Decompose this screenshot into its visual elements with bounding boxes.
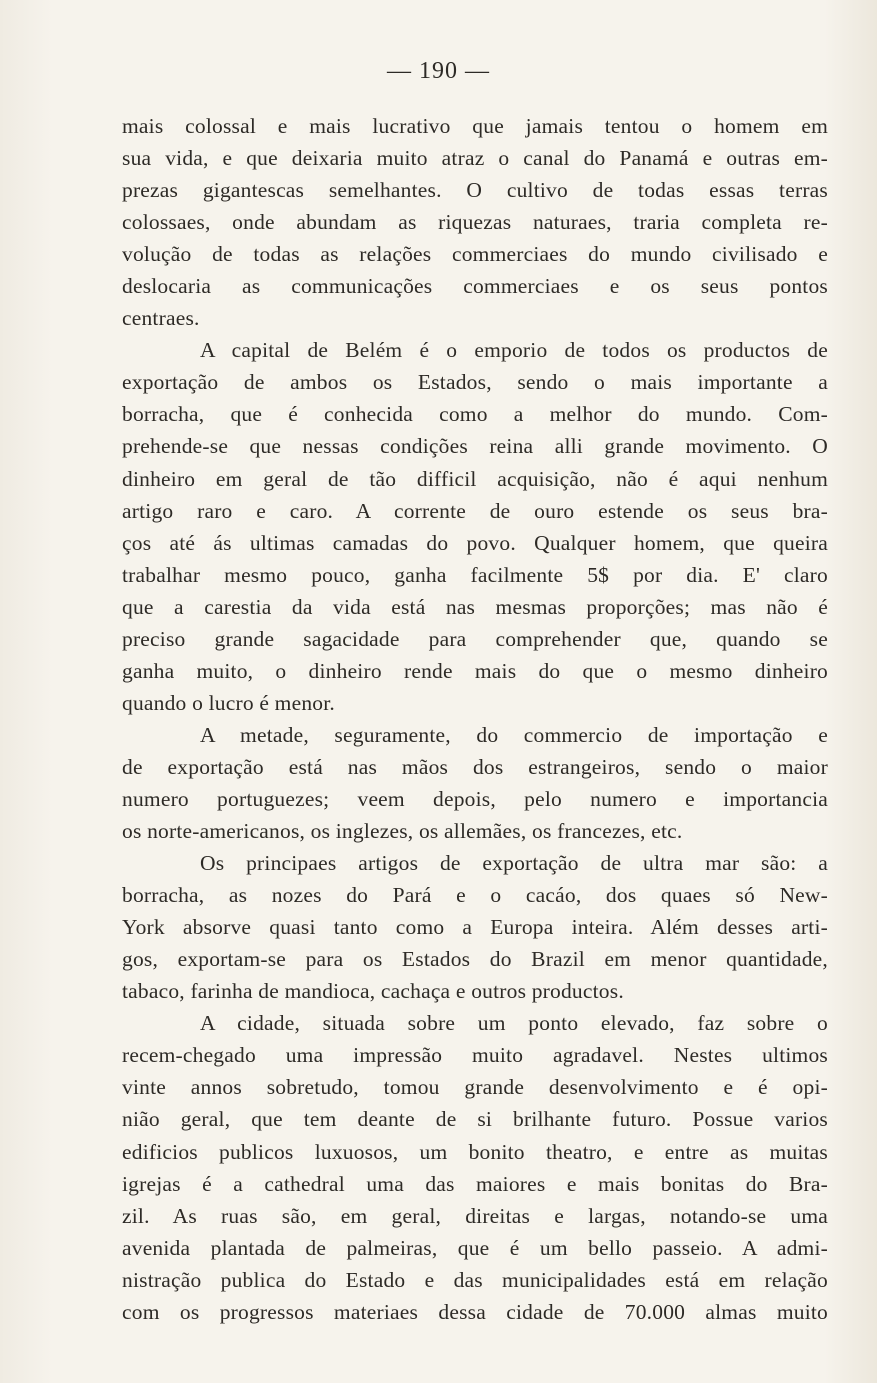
text-line: artigo raro e caro. A corrente de ouro estende os seus bra- <box>122 498 828 523</box>
text-line: ganha muito, o dinheiro rende mais do que o mesmo dinheiro <box>122 658 828 683</box>
text-line: edificios publicos luxuosos, um bonito theatro, e entre as muitas <box>122 1139 828 1164</box>
text-line: prehende-se que nessas condições reina alli grande movimento. O <box>122 434 828 459</box>
page-number: — 190 — <box>387 58 490 84</box>
text-line: numero portuguezes; veem depois, pelo numero e importancia <box>122 786 828 811</box>
text-line: A cidade, situada sobre um ponto elevado, faz sobre o <box>200 1011 828 1036</box>
text-line: vinte annos sobretudo, tomou grande desenvolvimento e é opi- <box>122 1075 828 1100</box>
text-line: os norte-americanos, os inglezes, os allemães, os francezes, etc. <box>122 819 683 844</box>
text-line: sua vida, e que deixaria muito atraz o canal do Panamá e outras em- <box>122 146 828 171</box>
text-line: ços até ás ultimas camadas do povo. Qualquer homem, que queira <box>122 530 828 555</box>
text-line: volução de todas as relações commerciaes do mundo civilisado e <box>122 242 828 267</box>
text-line: dinheiro em geral de tão difficil acquisição, não é aqui nenhum <box>122 466 828 491</box>
text-line: deslocaria as communicações commerciaes e os seus pontos <box>122 274 828 299</box>
text-line: avenida plantada de palmeiras, que é um bello passeio. A admi- <box>122 1235 828 1260</box>
text-line: borracha, que é conhecida como a melhor do mundo. Com- <box>122 402 828 427</box>
text-line: zil. As ruas são, em geral, direitas e largas, notando-se uma <box>122 1203 828 1228</box>
text-line: igrejas é a cathedral uma das maiores e mais bonitas do Bra- <box>122 1171 828 1196</box>
text-line: colossaes, onde abundam as riquezas naturaes, traria completa re- <box>122 210 828 235</box>
body-text <box>122 110 828 1328</box>
text-line: A capital de Belém é o emporio de todos os productos de <box>200 338 828 363</box>
text-line: prezas gigantescas semelhantes. O cultivo de todas essas terras <box>122 178 828 203</box>
text-line: de exportação está nas mãos dos estrangeiros, sendo o maior <box>122 754 828 779</box>
text-line: A metade, seguramente, do commercio de importação e <box>200 722 828 747</box>
text-line: borracha, as nozes do Pará e o cacáo, dos quaes só New- <box>122 883 828 908</box>
text-line: nistração publica do Estado e das municipalidades está em relação <box>122 1267 828 1292</box>
text-line: York absorve quasi tanto como a Europa inteira. Além desses arti- <box>122 915 828 940</box>
text-line: gos, exportam-se para os Estados do Brazil em menor quantidade, <box>122 947 828 972</box>
text-line: que a carestia da vida está nas mesmas proporções; mas não é <box>122 594 828 619</box>
text-line: com os progressos materiaes dessa cidade de 70.000 almas muito <box>122 1299 828 1324</box>
text-line: trabalhar mesmo pouco, ganha facilmente 5$ por dia. E' claro <box>122 562 828 587</box>
text-line: centraes. <box>122 306 200 331</box>
text-line: preciso grande sagacidade para comprehender que, quando se <box>122 626 828 651</box>
text-line: Os principaes artigos de exportação de ultra mar são: a <box>200 851 828 876</box>
text-line: tabaco, farinha de mandioca, cachaça e outros productos. <box>122 979 624 1004</box>
text-line: quando o lucro é menor. <box>122 690 335 715</box>
text-line: nião geral, que tem deante de si brilhante futuro. Possue varios <box>122 1107 828 1132</box>
text-line: recem-chegado uma impressão muito agradavel. Nestes ultimos <box>122 1043 828 1068</box>
text-line: mais colossal e mais lucrativo que jamais tentou o homem em <box>122 114 828 138</box>
text-line: exportação de ambos os Estados, sendo o mais importante a <box>122 370 828 395</box>
